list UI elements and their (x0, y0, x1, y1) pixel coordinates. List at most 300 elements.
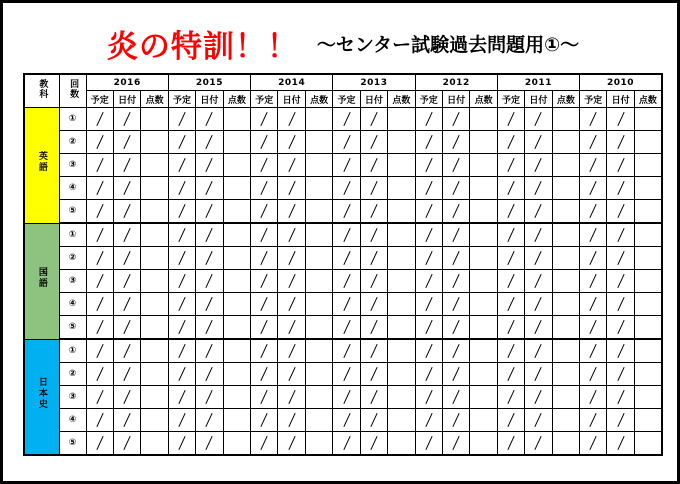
entry-cell[interactable] (634, 432, 662, 456)
entry-cell[interactable] (552, 339, 579, 363)
entry-cell[interactable] (86, 131, 113, 154)
entry-cell[interactable] (141, 293, 168, 316)
entry-cell[interactable] (196, 131, 223, 154)
entry-cell[interactable] (442, 154, 469, 177)
entry-cell[interactable] (388, 386, 415, 409)
entry-cell[interactable] (470, 339, 497, 363)
entry-cell[interactable] (552, 363, 579, 386)
entry-cell[interactable] (223, 316, 250, 340)
entry-cell[interactable] (305, 247, 332, 270)
entry-cell[interactable] (388, 316, 415, 340)
entry-cell[interactable] (305, 432, 332, 456)
entry-cell[interactable] (251, 177, 278, 200)
entry-cell[interactable] (607, 131, 634, 154)
entry-cell[interactable] (525, 200, 552, 224)
entry-cell[interactable] (196, 386, 223, 409)
entry-cell[interactable] (634, 293, 662, 316)
entry-cell[interactable] (196, 247, 223, 270)
entry-cell[interactable] (196, 409, 223, 432)
entry-cell[interactable] (86, 432, 113, 456)
entry-cell[interactable] (415, 200, 442, 224)
entry-cell[interactable] (278, 363, 305, 386)
entry-cell[interactable] (580, 131, 607, 154)
entry-cell[interactable] (470, 154, 497, 177)
entry-cell[interactable] (388, 339, 415, 363)
entry-cell[interactable] (607, 409, 634, 432)
entry-cell[interactable] (470, 293, 497, 316)
entry-cell[interactable] (305, 200, 332, 224)
entry-cell[interactable] (251, 131, 278, 154)
entry-cell[interactable] (86, 270, 113, 293)
entry-cell[interactable] (580, 293, 607, 316)
entry-cell[interactable] (442, 363, 469, 386)
entry-cell[interactable] (607, 177, 634, 200)
entry-cell[interactable] (634, 154, 662, 177)
entry-cell[interactable] (223, 432, 250, 456)
entry-cell[interactable] (470, 270, 497, 293)
entry-cell[interactable] (470, 316, 497, 340)
entry-cell[interactable] (552, 131, 579, 154)
entry-cell[interactable] (278, 270, 305, 293)
entry-cell[interactable] (607, 432, 634, 456)
entry-cell[interactable] (525, 409, 552, 432)
entry-cell[interactable] (388, 108, 415, 131)
entry-cell[interactable] (251, 200, 278, 224)
entry-cell[interactable] (251, 339, 278, 363)
entry-cell[interactable] (552, 200, 579, 224)
entry-cell[interactable] (360, 293, 387, 316)
entry-cell[interactable] (580, 339, 607, 363)
entry-cell[interactable] (196, 223, 223, 247)
entry-cell[interactable] (333, 177, 360, 200)
entry-cell[interactable] (497, 339, 524, 363)
entry-cell[interactable] (113, 432, 140, 456)
entry-cell[interactable] (305, 177, 332, 200)
entry-cell[interactable] (113, 200, 140, 224)
entry-cell[interactable] (634, 131, 662, 154)
entry-cell[interactable] (525, 270, 552, 293)
entry-cell[interactable] (168, 363, 195, 386)
entry-cell[interactable] (525, 363, 552, 386)
entry-cell[interactable] (525, 154, 552, 177)
entry-cell[interactable] (141, 223, 168, 247)
entry-cell[interactable] (607, 200, 634, 224)
entry-cell[interactable] (333, 339, 360, 363)
entry-cell[interactable] (333, 270, 360, 293)
entry-cell[interactable] (607, 108, 634, 131)
entry-cell[interactable] (196, 200, 223, 224)
entry-cell[interactable] (168, 177, 195, 200)
entry-cell[interactable] (497, 363, 524, 386)
entry-cell[interactable] (86, 363, 113, 386)
entry-cell[interactable] (223, 409, 250, 432)
entry-cell[interactable] (333, 154, 360, 177)
entry-cell[interactable] (278, 409, 305, 432)
entry-cell[interactable] (580, 154, 607, 177)
entry-cell[interactable] (305, 131, 332, 154)
entry-cell[interactable] (86, 154, 113, 177)
entry-cell[interactable] (607, 247, 634, 270)
entry-cell[interactable] (113, 339, 140, 363)
entry-cell[interactable] (360, 409, 387, 432)
entry-cell[interactable] (634, 247, 662, 270)
entry-cell[interactable] (196, 177, 223, 200)
entry-cell[interactable] (580, 409, 607, 432)
entry-cell[interactable] (196, 339, 223, 363)
entry-cell[interactable] (168, 131, 195, 154)
entry-cell[interactable] (552, 247, 579, 270)
entry-cell[interactable] (497, 270, 524, 293)
entry-cell[interactable] (86, 108, 113, 131)
entry-cell[interactable] (388, 131, 415, 154)
entry-cell[interactable] (305, 293, 332, 316)
entry-cell[interactable] (607, 293, 634, 316)
entry-cell[interactable] (113, 154, 140, 177)
entry-cell[interactable] (278, 154, 305, 177)
entry-cell[interactable] (497, 247, 524, 270)
entry-cell[interactable] (141, 386, 168, 409)
entry-cell[interactable] (525, 339, 552, 363)
entry-cell[interactable] (388, 154, 415, 177)
entry-cell[interactable] (278, 131, 305, 154)
entry-cell[interactable] (415, 154, 442, 177)
entry-cell[interactable] (388, 200, 415, 224)
entry-cell[interactable] (552, 223, 579, 247)
entry-cell[interactable] (442, 316, 469, 340)
entry-cell[interactable] (251, 363, 278, 386)
entry-cell[interactable] (497, 432, 524, 456)
entry-cell[interactable] (168, 247, 195, 270)
entry-cell[interactable] (223, 200, 250, 224)
entry-cell[interactable] (113, 177, 140, 200)
entry-cell[interactable] (470, 432, 497, 456)
entry-cell[interactable] (360, 177, 387, 200)
entry-cell[interactable] (580, 432, 607, 456)
entry-cell[interactable] (251, 270, 278, 293)
entry-cell[interactable] (497, 200, 524, 224)
entry-cell[interactable] (168, 432, 195, 456)
entry-cell[interactable] (141, 154, 168, 177)
entry-cell[interactable] (552, 432, 579, 456)
entry-cell[interactable] (525, 432, 552, 456)
entry-cell[interactable] (251, 409, 278, 432)
entry-cell[interactable] (525, 386, 552, 409)
entry-cell[interactable] (360, 223, 387, 247)
entry-cell[interactable] (223, 270, 250, 293)
entry-cell[interactable] (333, 293, 360, 316)
entry-cell[interactable] (607, 339, 634, 363)
entry-cell[interactable] (251, 154, 278, 177)
entry-cell[interactable] (223, 293, 250, 316)
entry-cell[interactable] (388, 270, 415, 293)
entry-cell[interactable] (525, 247, 552, 270)
entry-cell[interactable] (497, 131, 524, 154)
entry-cell[interactable] (333, 131, 360, 154)
entry-cell[interactable] (552, 316, 579, 340)
entry-cell[interactable] (86, 200, 113, 224)
entry-cell[interactable] (580, 223, 607, 247)
entry-cell[interactable] (196, 293, 223, 316)
entry-cell[interactable] (415, 386, 442, 409)
entry-cell[interactable] (415, 247, 442, 270)
entry-cell[interactable] (141, 247, 168, 270)
entry-cell[interactable] (113, 409, 140, 432)
entry-cell[interactable] (278, 293, 305, 316)
entry-cell[interactable] (168, 270, 195, 293)
entry-cell[interactable] (168, 316, 195, 340)
entry-cell[interactable] (442, 270, 469, 293)
entry-cell[interactable] (415, 131, 442, 154)
entry-cell[interactable] (388, 177, 415, 200)
entry-cell[interactable] (580, 270, 607, 293)
entry-cell[interactable] (415, 363, 442, 386)
entry-cell[interactable] (333, 409, 360, 432)
entry-cell[interactable] (360, 200, 387, 224)
entry-cell[interactable] (278, 200, 305, 224)
entry-cell[interactable] (141, 316, 168, 340)
entry-cell[interactable] (333, 316, 360, 340)
entry-cell[interactable] (196, 432, 223, 456)
entry-cell[interactable] (360, 339, 387, 363)
entry-cell[interactable] (415, 270, 442, 293)
entry-cell[interactable] (497, 154, 524, 177)
entry-cell[interactable] (634, 223, 662, 247)
entry-cell[interactable] (113, 223, 140, 247)
entry-cell[interactable] (141, 270, 168, 293)
entry-cell[interactable] (415, 316, 442, 340)
entry-cell[interactable] (580, 363, 607, 386)
entry-cell[interactable] (360, 316, 387, 340)
entry-cell[interactable] (223, 154, 250, 177)
entry-cell[interactable] (168, 293, 195, 316)
entry-cell[interactable] (634, 386, 662, 409)
entry-cell[interactable] (196, 154, 223, 177)
entry-cell[interactable] (141, 177, 168, 200)
entry-cell[interactable] (607, 363, 634, 386)
entry-cell[interactable] (497, 177, 524, 200)
entry-cell[interactable] (360, 131, 387, 154)
entry-cell[interactable] (305, 108, 332, 131)
entry-cell[interactable] (168, 386, 195, 409)
entry-cell[interactable] (470, 386, 497, 409)
entry-cell[interactable] (86, 316, 113, 340)
entry-cell[interactable] (525, 316, 552, 340)
entry-cell[interactable] (415, 177, 442, 200)
entry-cell[interactable] (415, 293, 442, 316)
entry-cell[interactable] (470, 363, 497, 386)
entry-cell[interactable] (442, 131, 469, 154)
entry-cell[interactable] (278, 177, 305, 200)
entry-cell[interactable] (442, 108, 469, 131)
entry-cell[interactable] (580, 200, 607, 224)
entry-cell[interactable] (580, 108, 607, 131)
entry-cell[interactable] (251, 108, 278, 131)
entry-cell[interactable] (251, 223, 278, 247)
entry-cell[interactable] (333, 247, 360, 270)
entry-cell[interactable] (580, 386, 607, 409)
entry-cell[interactable] (415, 223, 442, 247)
entry-cell[interactable] (223, 108, 250, 131)
entry-cell[interactable] (113, 316, 140, 340)
entry-cell[interactable] (470, 409, 497, 432)
entry-cell[interactable] (86, 223, 113, 247)
entry-cell[interactable] (333, 432, 360, 456)
entry-cell[interactable] (86, 409, 113, 432)
entry-cell[interactable] (141, 131, 168, 154)
entry-cell[interactable] (305, 409, 332, 432)
entry-cell[interactable] (634, 177, 662, 200)
entry-cell[interactable] (141, 432, 168, 456)
entry-cell[interactable] (333, 223, 360, 247)
entry-cell[interactable] (552, 108, 579, 131)
entry-cell[interactable] (278, 316, 305, 340)
entry-cell[interactable] (634, 200, 662, 224)
entry-cell[interactable] (360, 108, 387, 131)
entry-cell[interactable] (278, 247, 305, 270)
entry-cell[interactable] (86, 177, 113, 200)
entry-cell[interactable] (333, 363, 360, 386)
entry-cell[interactable] (415, 409, 442, 432)
entry-cell[interactable] (86, 247, 113, 270)
entry-cell[interactable] (333, 386, 360, 409)
entry-cell[interactable] (360, 154, 387, 177)
entry-cell[interactable] (388, 247, 415, 270)
entry-cell[interactable] (607, 270, 634, 293)
entry-cell[interactable] (360, 386, 387, 409)
entry-cell[interactable] (388, 363, 415, 386)
entry-cell[interactable] (223, 131, 250, 154)
entry-cell[interactable] (552, 409, 579, 432)
entry-cell[interactable] (196, 363, 223, 386)
entry-cell[interactable] (333, 108, 360, 131)
entry-cell[interactable] (168, 409, 195, 432)
entry-cell[interactable] (442, 247, 469, 270)
entry-cell[interactable] (223, 247, 250, 270)
entry-cell[interactable] (442, 200, 469, 224)
entry-cell[interactable] (278, 432, 305, 456)
entry-cell[interactable] (634, 339, 662, 363)
entry-cell[interactable] (168, 154, 195, 177)
entry-cell[interactable] (470, 247, 497, 270)
entry-cell[interactable] (141, 339, 168, 363)
entry-cell[interactable] (442, 223, 469, 247)
entry-cell[interactable] (442, 409, 469, 432)
entry-cell[interactable] (113, 293, 140, 316)
entry-cell[interactable] (86, 339, 113, 363)
entry-cell[interactable] (525, 177, 552, 200)
entry-cell[interactable] (470, 131, 497, 154)
entry-cell[interactable] (168, 200, 195, 224)
entry-cell[interactable] (113, 108, 140, 131)
entry-cell[interactable] (442, 432, 469, 456)
entry-cell[interactable] (251, 316, 278, 340)
entry-cell[interactable] (442, 386, 469, 409)
entry-cell[interactable] (634, 363, 662, 386)
entry-cell[interactable] (223, 363, 250, 386)
entry-cell[interactable] (360, 432, 387, 456)
entry-cell[interactable] (141, 409, 168, 432)
entry-cell[interactable] (86, 386, 113, 409)
entry-cell[interactable] (196, 270, 223, 293)
entry-cell[interactable] (305, 316, 332, 340)
entry-cell[interactable] (415, 339, 442, 363)
entry-cell[interactable] (196, 316, 223, 340)
entry-cell[interactable] (552, 293, 579, 316)
entry-cell[interactable] (278, 108, 305, 131)
entry-cell[interactable] (278, 223, 305, 247)
entry-cell[interactable] (607, 316, 634, 340)
entry-cell[interactable] (497, 316, 524, 340)
entry-cell[interactable] (525, 293, 552, 316)
entry-cell[interactable] (442, 339, 469, 363)
entry-cell[interactable] (580, 177, 607, 200)
entry-cell[interactable] (470, 177, 497, 200)
entry-cell[interactable] (223, 177, 250, 200)
entry-cell[interactable] (634, 316, 662, 340)
entry-cell[interactable] (360, 363, 387, 386)
entry-cell[interactable] (278, 386, 305, 409)
entry-cell[interactable] (497, 108, 524, 131)
entry-cell[interactable] (305, 223, 332, 247)
entry-cell[interactable] (305, 363, 332, 386)
entry-cell[interactable] (442, 177, 469, 200)
entry-cell[interactable] (388, 223, 415, 247)
entry-cell[interactable] (141, 363, 168, 386)
entry-cell[interactable] (305, 386, 332, 409)
entry-cell[interactable] (223, 386, 250, 409)
entry-cell[interactable] (141, 200, 168, 224)
entry-cell[interactable] (497, 386, 524, 409)
entry-cell[interactable] (607, 223, 634, 247)
entry-cell[interactable] (360, 270, 387, 293)
entry-cell[interactable] (497, 293, 524, 316)
entry-cell[interactable] (388, 432, 415, 456)
entry-cell[interactable] (251, 247, 278, 270)
entry-cell[interactable] (113, 363, 140, 386)
entry-cell[interactable] (305, 339, 332, 363)
entry-cell[interactable] (470, 108, 497, 131)
entry-cell[interactable] (470, 200, 497, 224)
entry-cell[interactable] (497, 223, 524, 247)
entry-cell[interactable] (607, 154, 634, 177)
entry-cell[interactable] (525, 131, 552, 154)
entry-cell[interactable] (168, 108, 195, 131)
entry-cell[interactable] (388, 293, 415, 316)
entry-cell[interactable] (141, 108, 168, 131)
entry-cell[interactable] (278, 339, 305, 363)
entry-cell[interactable] (86, 293, 113, 316)
entry-cell[interactable] (634, 270, 662, 293)
entry-cell[interactable] (580, 316, 607, 340)
entry-cell[interactable] (305, 154, 332, 177)
entry-cell[interactable] (442, 293, 469, 316)
entry-cell[interactable] (634, 108, 662, 131)
entry-cell[interactable] (333, 200, 360, 224)
entry-cell[interactable] (525, 223, 552, 247)
entry-cell[interactable] (415, 108, 442, 131)
entry-cell[interactable] (223, 339, 250, 363)
entry-cell[interactable] (168, 339, 195, 363)
entry-cell[interactable] (251, 293, 278, 316)
entry-cell[interactable] (360, 247, 387, 270)
entry-cell[interactable] (552, 270, 579, 293)
entry-cell[interactable] (168, 223, 195, 247)
entry-cell[interactable] (607, 386, 634, 409)
entry-cell[interactable] (113, 386, 140, 409)
entry-cell[interactable] (415, 432, 442, 456)
entry-cell[interactable] (580, 247, 607, 270)
entry-cell[interactable] (470, 223, 497, 247)
